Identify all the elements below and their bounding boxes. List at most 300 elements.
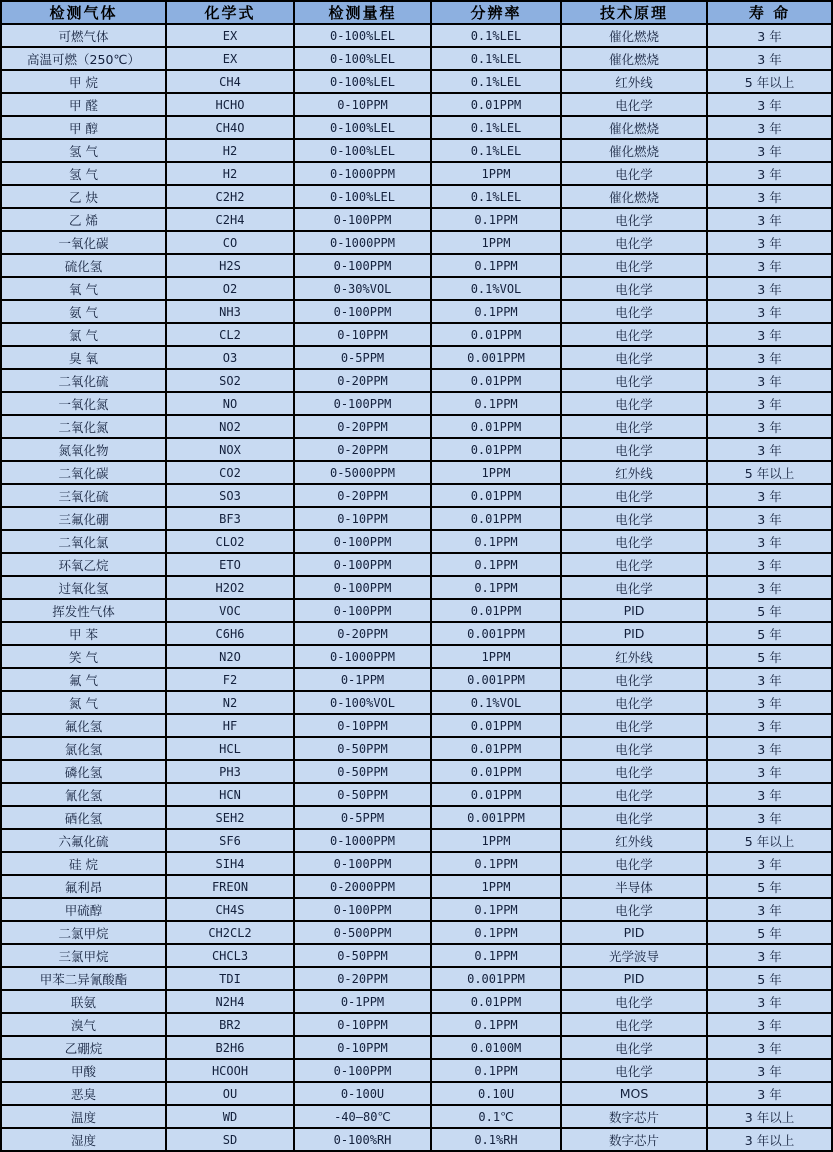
cell-gas-name: 磷化氢 (1, 760, 166, 783)
cell-resolution: 0.1PPM (431, 898, 561, 921)
cell-gas-name: 氢 气 (1, 139, 166, 162)
cell-range: 0-100PPM (294, 599, 431, 622)
cell-formula: HCL (166, 737, 294, 760)
cell-gas-name: 溴气 (1, 1013, 166, 1036)
table-row (1, 967, 832, 990)
cell-formula: SO2 (166, 369, 294, 392)
cell-principle: 电化学 (561, 438, 707, 461)
cell-principle: 电化学 (561, 484, 707, 507)
cell-range: 0-10PPM (294, 507, 431, 530)
cell-lifespan: 3 年 (707, 392, 832, 415)
cell-range: 0-100PPM (294, 392, 431, 415)
cell-principle: PID (561, 599, 707, 622)
cell-range: 0-100PPM (294, 1059, 431, 1082)
table-row (1, 1013, 832, 1036)
table-row (1, 875, 832, 898)
cell-resolution: 0.1%RH (431, 1128, 561, 1151)
cell-formula: CHCL3 (166, 944, 294, 967)
cell-gas-name: 温度 (1, 1105, 166, 1128)
cell-gas-name: 可燃气体 (1, 24, 166, 47)
cell-gas-name: 氧 气 (1, 277, 166, 300)
cell-resolution: 0.001PPM (431, 806, 561, 829)
cell-gas-name: 环氧乙烷 (1, 553, 166, 576)
cell-formula: EX (166, 47, 294, 70)
cell-resolution: 0.01PPM (431, 369, 561, 392)
cell-gas-name: 氟 气 (1, 668, 166, 691)
cell-principle: 电化学 (561, 1013, 707, 1036)
table-row (1, 70, 832, 93)
cell-range: 0-10PPM (294, 1036, 431, 1059)
cell-range: 0-1000PPM (294, 162, 431, 185)
cell-formula: H2S (166, 254, 294, 277)
table-row (1, 714, 832, 737)
table-row (1, 990, 832, 1013)
cell-lifespan: 3 年 (707, 277, 832, 300)
cell-formula: C2H4 (166, 208, 294, 231)
cell-range: 0-100%RH (294, 1128, 431, 1151)
cell-resolution: 1PPM (431, 461, 561, 484)
cell-resolution: 1PPM (431, 162, 561, 185)
cell-principle: 光学波导 (561, 944, 707, 967)
cell-lifespan: 3 年 (707, 208, 832, 231)
cell-formula: O3 (166, 346, 294, 369)
cell-resolution: 0.1PPM (431, 852, 561, 875)
cell-resolution: 0.1%VOL (431, 691, 561, 714)
cell-principle: 电化学 (561, 346, 707, 369)
column-header-formula: 化学式 (166, 1, 294, 24)
cell-lifespan: 3 年 (707, 990, 832, 1013)
table-row (1, 829, 832, 852)
cell-resolution: 1PPM (431, 645, 561, 668)
cell-principle: 电化学 (561, 668, 707, 691)
cell-resolution: 0.01PPM (431, 760, 561, 783)
cell-resolution: 0.0100M (431, 1036, 561, 1059)
cell-range: 0-100%LEL (294, 70, 431, 93)
table-row (1, 760, 832, 783)
cell-lifespan: 3 年 (707, 346, 832, 369)
cell-gas-name: 甲 醇 (1, 116, 166, 139)
cell-principle: PID (561, 622, 707, 645)
cell-resolution: 0.1PPM (431, 921, 561, 944)
cell-principle: PID (561, 967, 707, 990)
cell-formula: PH3 (166, 760, 294, 783)
cell-principle: 电化学 (561, 990, 707, 1013)
cell-lifespan: 5 年 (707, 967, 832, 990)
cell-principle: 电化学 (561, 1036, 707, 1059)
cell-gas-name: 湿度 (1, 1128, 166, 1151)
cell-range: 0-20PPM (294, 967, 431, 990)
cell-principle: 电化学 (561, 231, 707, 254)
cell-resolution: 0.1%LEL (431, 116, 561, 139)
cell-gas-name: 氮氧化物 (1, 438, 166, 461)
cell-range: 0-50PPM (294, 944, 431, 967)
cell-formula: SF6 (166, 829, 294, 852)
cell-principle: 电化学 (561, 254, 707, 277)
cell-lifespan: 3 年 (707, 1013, 832, 1036)
cell-principle: 电化学 (561, 760, 707, 783)
cell-gas-name: 联氨 (1, 990, 166, 1013)
cell-gas-name: 氯 气 (1, 323, 166, 346)
cell-lifespan: 5 年以上 (707, 461, 832, 484)
cell-lifespan: 3 年 (707, 898, 832, 921)
table-body (1, 24, 832, 1151)
cell-formula: FREON (166, 875, 294, 898)
cell-gas-name: 乙 烯 (1, 208, 166, 231)
cell-range: 0-50PPM (294, 760, 431, 783)
cell-formula: EX (166, 24, 294, 47)
cell-formula: NOX (166, 438, 294, 461)
header-row (1, 1, 832, 24)
table-row (1, 415, 832, 438)
cell-lifespan: 3 年 (707, 1082, 832, 1105)
cell-principle: 电化学 (561, 392, 707, 415)
cell-range: 0-5PPM (294, 806, 431, 829)
cell-formula: TDI (166, 967, 294, 990)
cell-range: 0-1000PPM (294, 645, 431, 668)
cell-formula: H2O2 (166, 576, 294, 599)
cell-gas-name: 高温可燃（250℃） (1, 47, 166, 70)
cell-resolution: 0.1PPM (431, 530, 561, 553)
table-row (1, 277, 832, 300)
cell-resolution: 0.10U (431, 1082, 561, 1105)
cell-range: 0-100PPM (294, 254, 431, 277)
table-row (1, 668, 832, 691)
cell-principle: 电化学 (561, 737, 707, 760)
cell-gas-name: 乙硼烷 (1, 1036, 166, 1059)
cell-principle: 电化学 (561, 806, 707, 829)
cell-lifespan: 3 年 (707, 438, 832, 461)
cell-lifespan: 3 年 (707, 47, 832, 70)
cell-range: 0-100PPM (294, 852, 431, 875)
cell-range: 0-10PPM (294, 714, 431, 737)
column-header-principle: 技术原理 (561, 1, 707, 24)
cell-lifespan: 3 年 (707, 1036, 832, 1059)
cell-lifespan: 5 年以上 (707, 829, 832, 852)
cell-resolution: 0.1%LEL (431, 70, 561, 93)
cell-lifespan: 3 年 (707, 553, 832, 576)
table-row (1, 116, 832, 139)
cell-gas-name: 二氧化氮 (1, 415, 166, 438)
cell-formula: HCHO (166, 93, 294, 116)
cell-gas-name: 一氧化氮 (1, 392, 166, 415)
cell-gas-name: 甲酸 (1, 1059, 166, 1082)
cell-gas-name: 臭 氧 (1, 346, 166, 369)
cell-lifespan: 3 年 (707, 369, 832, 392)
cell-range: 0-1000PPM (294, 231, 431, 254)
cell-principle: 电化学 (561, 208, 707, 231)
cell-range: 0-100%LEL (294, 47, 431, 70)
cell-formula: CL2 (166, 323, 294, 346)
cell-formula: BR2 (166, 1013, 294, 1036)
cell-lifespan: 3 年 (707, 300, 832, 323)
cell-lifespan: 3 年 (707, 944, 832, 967)
cell-lifespan: 3 年 (707, 484, 832, 507)
cell-range: -40—80℃ (294, 1105, 431, 1128)
cell-gas-name: 氟化氢 (1, 714, 166, 737)
table-row (1, 323, 832, 346)
cell-lifespan: 3 年 (707, 714, 832, 737)
cell-principle: 催化燃烧 (561, 47, 707, 70)
cell-principle: 电化学 (561, 852, 707, 875)
cell-principle: 电化学 (561, 714, 707, 737)
cell-range: 0-100PPM (294, 553, 431, 576)
table-row (1, 254, 832, 277)
table-row (1, 392, 832, 415)
table-row (1, 783, 832, 806)
cell-range: 0-100%LEL (294, 116, 431, 139)
cell-lifespan: 3 年 (707, 783, 832, 806)
cell-principle: MOS (561, 1082, 707, 1105)
cell-lifespan: 5 年 (707, 921, 832, 944)
cell-principle: 电化学 (561, 300, 707, 323)
cell-lifespan: 3 年 (707, 185, 832, 208)
cell-principle: 红外线 (561, 70, 707, 93)
table-row (1, 1082, 832, 1105)
cell-resolution: 0.001PPM (431, 668, 561, 691)
cell-formula: VOC (166, 599, 294, 622)
table-row (1, 1128, 832, 1151)
cell-range: 0-100PPM (294, 530, 431, 553)
cell-gas-name: 氢 气 (1, 162, 166, 185)
cell-range: 0-2000PPM (294, 875, 431, 898)
cell-formula: ETO (166, 553, 294, 576)
cell-resolution: 0.1PPM (431, 392, 561, 415)
cell-range: 0-5000PPM (294, 461, 431, 484)
cell-lifespan: 3 年 (707, 507, 832, 530)
table-row (1, 806, 832, 829)
table-row (1, 47, 832, 70)
table-row (1, 438, 832, 461)
table-row (1, 162, 832, 185)
cell-resolution: 0.01PPM (431, 783, 561, 806)
cell-lifespan: 3 年 (707, 93, 832, 116)
cell-resolution: 1PPM (431, 875, 561, 898)
cell-resolution: 0.1PPM (431, 1059, 561, 1082)
cell-formula: CH4S (166, 898, 294, 921)
cell-range: 0-100%VOL (294, 691, 431, 714)
cell-formula: WD (166, 1105, 294, 1128)
cell-principle: 红外线 (561, 645, 707, 668)
cell-principle: 催化燃烧 (561, 24, 707, 47)
cell-resolution: 0.01PPM (431, 438, 561, 461)
cell-lifespan: 3 年 (707, 323, 832, 346)
cell-resolution: 0.1PPM (431, 208, 561, 231)
column-header-resolution: 分辨率 (431, 1, 561, 24)
cell-resolution: 0.01PPM (431, 507, 561, 530)
table-row (1, 369, 832, 392)
cell-lifespan: 3 年 (707, 806, 832, 829)
cell-lifespan: 5 年以上 (707, 70, 832, 93)
table-row (1, 645, 832, 668)
cell-formula: CO (166, 231, 294, 254)
cell-lifespan: 3 年 (707, 760, 832, 783)
cell-principle: 数字芯片 (561, 1128, 707, 1151)
table-row (1, 599, 832, 622)
cell-range: 0-100%LEL (294, 139, 431, 162)
cell-formula: NO (166, 392, 294, 415)
cell-resolution: 0.1PPM (431, 1013, 561, 1036)
cell-gas-name: 氮 气 (1, 691, 166, 714)
cell-formula: NO2 (166, 415, 294, 438)
cell-lifespan: 3 年 (707, 530, 832, 553)
column-header-gas: 检测气体 (1, 1, 166, 24)
cell-formula: N2 (166, 691, 294, 714)
table-row (1, 93, 832, 116)
cell-gas-name: 硅 烷 (1, 852, 166, 875)
cell-gas-name: 甲 苯 (1, 622, 166, 645)
cell-principle: 电化学 (561, 323, 707, 346)
table-row (1, 1105, 832, 1128)
cell-range: 0-100PPM (294, 576, 431, 599)
cell-gas-name: 氯化氢 (1, 737, 166, 760)
cell-principle: 电化学 (561, 576, 707, 599)
cell-principle: 电化学 (561, 553, 707, 576)
cell-range: 0-100%LEL (294, 24, 431, 47)
cell-range: 0-100U (294, 1082, 431, 1105)
cell-gas-name: 氰化氢 (1, 783, 166, 806)
cell-principle: 电化学 (561, 530, 707, 553)
cell-principle: 电化学 (561, 277, 707, 300)
cell-resolution: 0.1PPM (431, 300, 561, 323)
table-row (1, 208, 832, 231)
cell-resolution: 0.01PPM (431, 599, 561, 622)
cell-resolution: 0.01PPM (431, 714, 561, 737)
cell-principle: 电化学 (561, 93, 707, 116)
cell-resolution: 0.001PPM (431, 967, 561, 990)
cell-range: 0-20PPM (294, 369, 431, 392)
table-row (1, 484, 832, 507)
table-row (1, 576, 832, 599)
table-row (1, 944, 832, 967)
cell-resolution: 0.1PPM (431, 944, 561, 967)
cell-formula: CLO2 (166, 530, 294, 553)
cell-range: 0-50PPM (294, 783, 431, 806)
table-row (1, 24, 832, 47)
cell-resolution: 0.01PPM (431, 484, 561, 507)
table-row (1, 622, 832, 645)
cell-gas-name: 三氧化硫 (1, 484, 166, 507)
table-row (1, 185, 832, 208)
cell-range: 0-20PPM (294, 415, 431, 438)
cell-principle: 催化燃烧 (561, 139, 707, 162)
cell-resolution: 0.01PPM (431, 990, 561, 1013)
cell-range: 0-10PPM (294, 323, 431, 346)
cell-resolution: 0.1PPM (431, 576, 561, 599)
cell-resolution: 0.01PPM (431, 93, 561, 116)
cell-gas-name: 甲 烷 (1, 70, 166, 93)
cell-formula: SIH4 (166, 852, 294, 875)
cell-range: 0-10PPM (294, 93, 431, 116)
cell-principle: 电化学 (561, 507, 707, 530)
table-row (1, 898, 832, 921)
cell-resolution: 0.01PPM (431, 737, 561, 760)
cell-formula: C2H2 (166, 185, 294, 208)
cell-gas-name: 二氯甲烷 (1, 921, 166, 944)
cell-principle: 电化学 (561, 415, 707, 438)
cell-formula: HCOOH (166, 1059, 294, 1082)
cell-gas-name: 挥发性气体 (1, 599, 166, 622)
cell-gas-name: 三氟化硼 (1, 507, 166, 530)
cell-principle: 红外线 (561, 829, 707, 852)
cell-resolution: 0.01PPM (431, 415, 561, 438)
cell-gas-name: 硫化氢 (1, 254, 166, 277)
cell-gas-name: 恶臭 (1, 1082, 166, 1105)
cell-lifespan: 5 年 (707, 622, 832, 645)
cell-lifespan: 3 年 (707, 691, 832, 714)
cell-lifespan: 3 年 (707, 576, 832, 599)
cell-lifespan: 3 年 (707, 415, 832, 438)
cell-principle: 催化燃烧 (561, 116, 707, 139)
cell-formula: CH2CL2 (166, 921, 294, 944)
cell-resolution: 0.1PPM (431, 254, 561, 277)
table-row (1, 346, 832, 369)
cell-formula: C6H6 (166, 622, 294, 645)
cell-formula: SO3 (166, 484, 294, 507)
cell-formula: SD (166, 1128, 294, 1151)
cell-lifespan: 3 年 (707, 737, 832, 760)
cell-lifespan: 3 年 (707, 668, 832, 691)
table-row (1, 231, 832, 254)
cell-resolution: 0.1℃ (431, 1105, 561, 1128)
cell-formula: BF3 (166, 507, 294, 530)
cell-gas-name: 笑 气 (1, 645, 166, 668)
cell-formula: N2H4 (166, 990, 294, 1013)
cell-formula: H2 (166, 162, 294, 185)
cell-resolution: 1PPM (431, 231, 561, 254)
cell-lifespan: 3 年以上 (707, 1128, 832, 1151)
cell-gas-name: 一氧化碳 (1, 231, 166, 254)
cell-resolution: 0.1%LEL (431, 139, 561, 162)
table-row (1, 461, 832, 484)
cell-formula: O2 (166, 277, 294, 300)
cell-formula: CH4 (166, 70, 294, 93)
cell-gas-name: 三氯甲烷 (1, 944, 166, 967)
cell-gas-name: 甲 醛 (1, 93, 166, 116)
cell-resolution: 0.1%VOL (431, 277, 561, 300)
cell-principle: 催化燃烧 (561, 185, 707, 208)
cell-gas-name: 二氧化碳 (1, 461, 166, 484)
cell-range: 0-30%VOL (294, 277, 431, 300)
cell-lifespan: 3 年以上 (707, 1105, 832, 1128)
cell-principle: 电化学 (561, 162, 707, 185)
cell-gas-name: 氨 气 (1, 300, 166, 323)
cell-principle: 电化学 (561, 691, 707, 714)
cell-formula: N2O (166, 645, 294, 668)
cell-lifespan: 3 年 (707, 254, 832, 277)
table-row (1, 139, 832, 162)
cell-resolution: 0.1PPM (431, 553, 561, 576)
cell-lifespan: 3 年 (707, 116, 832, 139)
table-row (1, 530, 832, 553)
cell-resolution: 0.001PPM (431, 622, 561, 645)
cell-lifespan: 3 年 (707, 24, 832, 47)
cell-gas-name: 硒化氢 (1, 806, 166, 829)
column-header-lifespan: 寿 命 (707, 1, 832, 24)
cell-resolution: 0.1%LEL (431, 24, 561, 47)
table-row (1, 852, 832, 875)
cell-formula: CO2 (166, 461, 294, 484)
cell-principle: 红外线 (561, 461, 707, 484)
cell-range: 0-500PPM (294, 921, 431, 944)
cell-resolution: 0.1%LEL (431, 185, 561, 208)
cell-range: 0-10PPM (294, 1013, 431, 1036)
cell-gas-name: 过氧化氢 (1, 576, 166, 599)
table-row (1, 1036, 832, 1059)
cell-gas-name: 氟利昂 (1, 875, 166, 898)
table-row (1, 1059, 832, 1082)
cell-gas-name: 六氟化硫 (1, 829, 166, 852)
cell-range: 0-20PPM (294, 622, 431, 645)
